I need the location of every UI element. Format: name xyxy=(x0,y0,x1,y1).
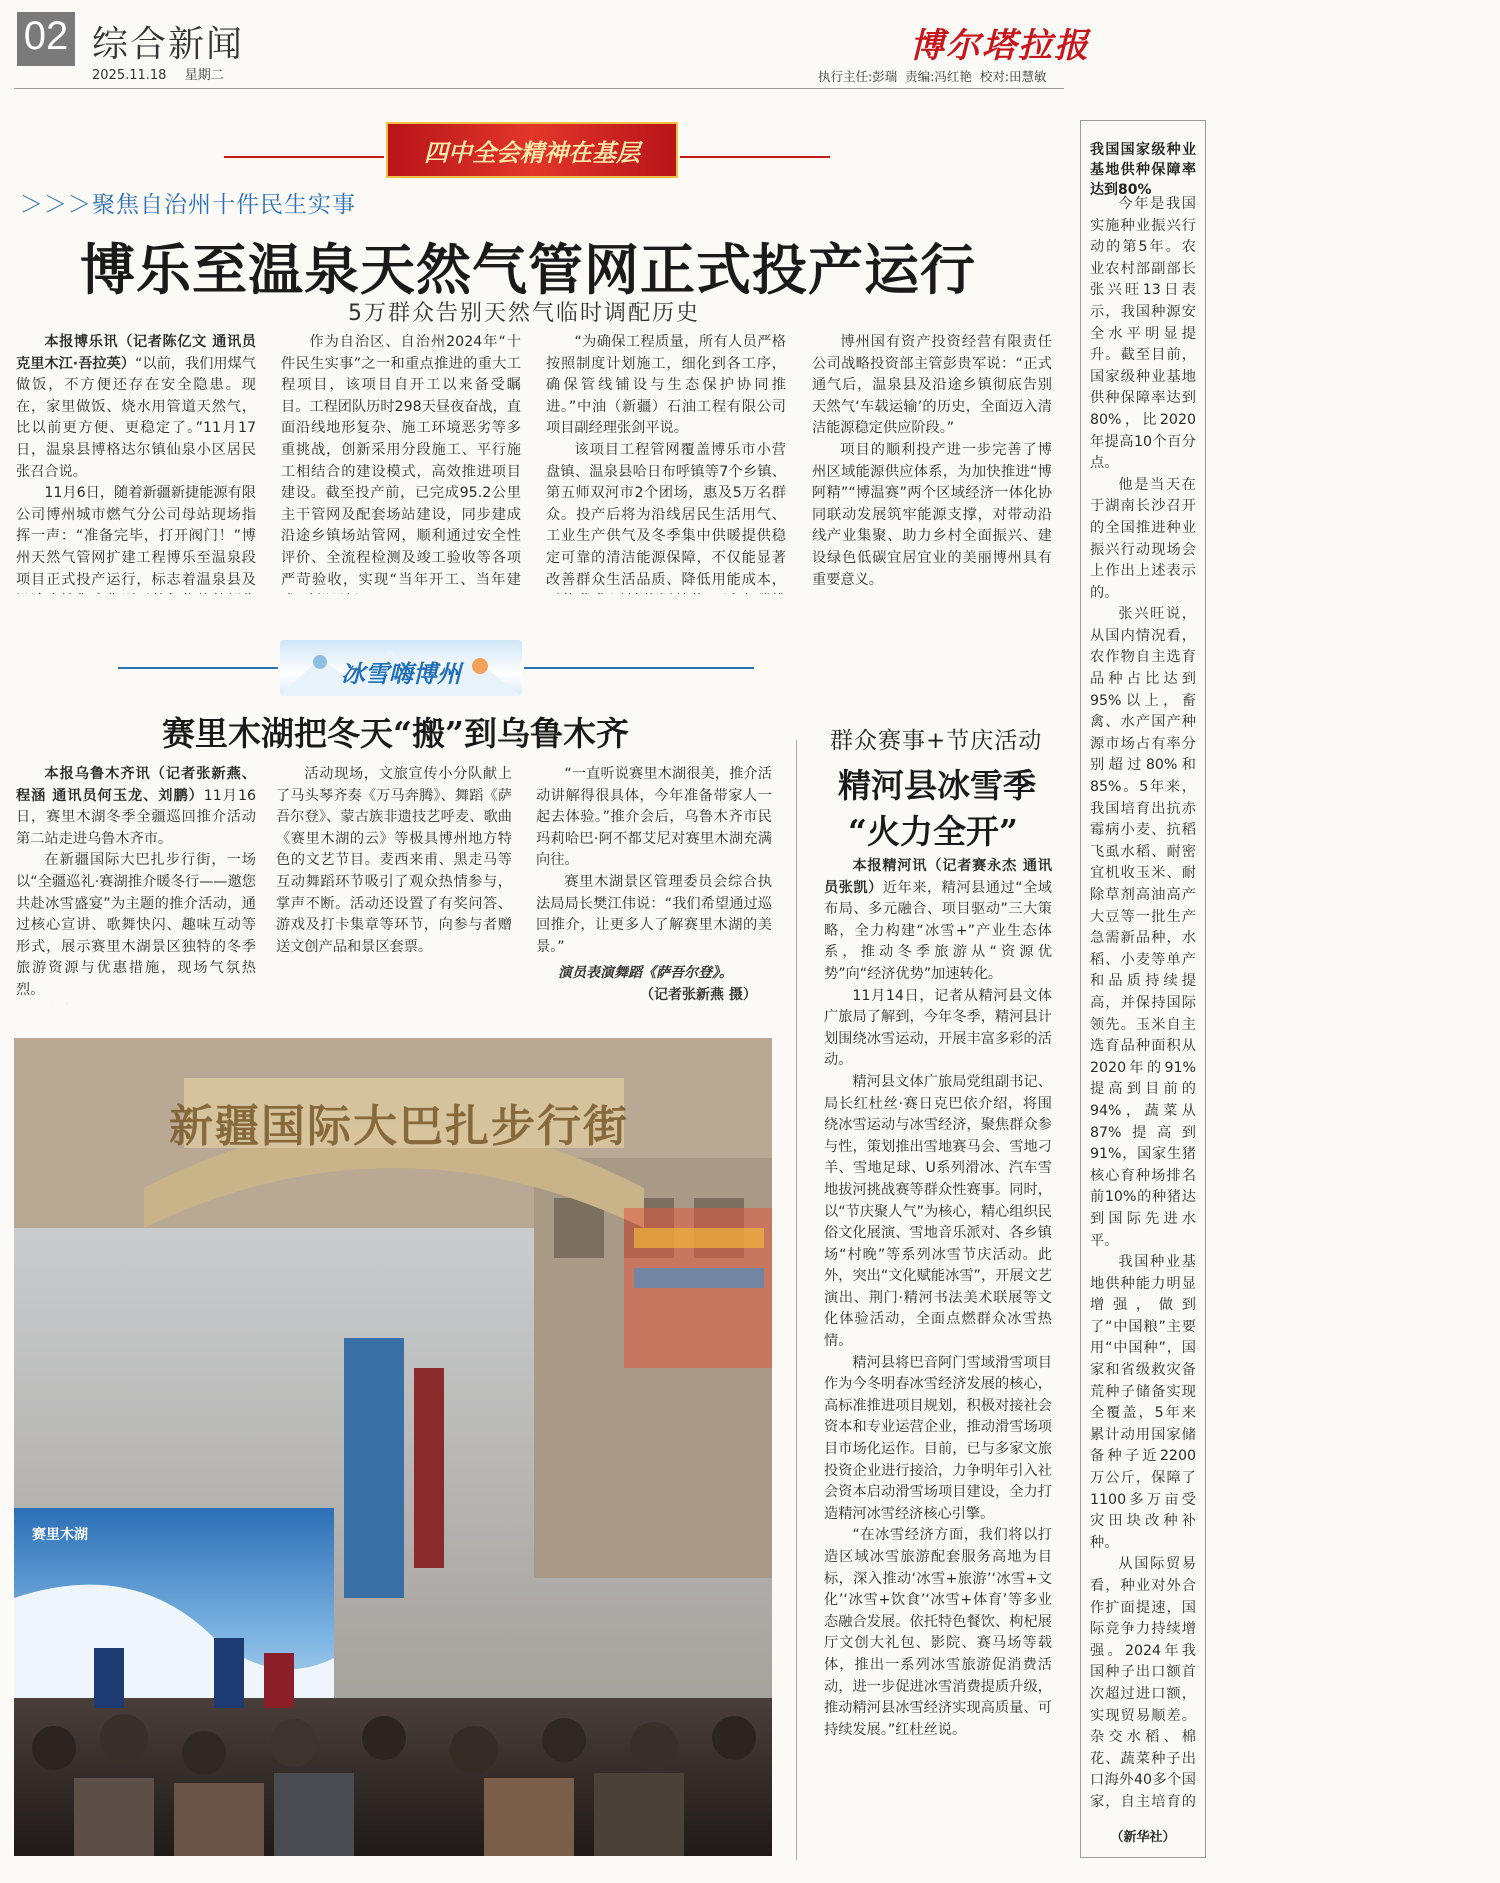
story1-kicker: ＞＞＞聚焦自治州十件民生实事 xyxy=(20,192,356,218)
sidebar-paragraph: 今年是我国实施种业振兴行动的第5年。农业农村部副部长张兴旺13日表示，我国种源安全水平明显提升。截至目前，国家级种业基地供种保障率达到80%，比2020年提高10个百分点。 xyxy=(1090,196,1196,472)
story2-lead xyxy=(16,764,256,850)
sidebar-body xyxy=(1090,194,1196,1814)
story1-subhead: 5万群众告别天然气临时调配历史 xyxy=(348,301,700,326)
date-value: 2025.11.18 xyxy=(92,68,167,83)
story1-p1: “以前，我们用煤气做饭，不方便还存在安全隐患。现在，家里做饭、烧水用管道天然气，比以前更方便、更稳定了。”11月17日，温泉县博格达尔镇仙泉小区居民张召合说。 xyxy=(16,355,256,480)
story3-p3: 精河县文体广旅局党组副书记、局长红杜丝·赛日克巴依介绍，将围绕冰雪运动与冰雪经济，聚焦群众参与性，策划推出雪地赛马会、雪地刁羊、雪地足球、U系列滑冰、汽车雪地拔河挑战赛等群众性赛事。同时，以“节庆聚人气”为核心，精心组织民俗文化展演、雪地音乐派对、各乡镇场“村晚”等系列冰雪节庆活动。此外，突出“文化赋能冰雪”，开展文艺演出、荆门·精河书法美术联展等文化体验活动，全面点燃群众冰雪热情。 xyxy=(824,1073,1052,1350)
story1-p2: 11月6日，随着新疆新捷能源有限公司博州城市燃气分公司母站现场指挥一声：“准备完毕，打开阀门！”博州天然气管网扩建工程博乐至温泉段项目正式投产运行，标志着温泉县及 xyxy=(16,485,256,588)
sidebar-paragraph: 从国际贸易看，种业对外合作扩面提速，国际竞争力持续增强。2024年我国种子出口额首次超过进口额，实现贸易顺差。杂交水稻、棉花、蔬菜种子出口海外40多个国家，自主培育的 xyxy=(1090,1556,1196,1810)
story1-col3 xyxy=(546,332,786,594)
masthead-rule xyxy=(14,88,1064,89)
story2-p1: 11月16日，赛里木湖冬季全疆巡回推介活动第二站走进乌鲁木齐市。 xyxy=(16,787,256,847)
story2-p3 xyxy=(16,1002,256,1004)
story3-p2: 11月14日，记者从精河县文体广旅局了解到，今年冬季，精河县计划围绕冰雪运动，开展丰富多彩的活动。 xyxy=(824,987,1052,1069)
sidebar-source: （新华社） xyxy=(1110,1830,1176,1845)
story3-lead xyxy=(824,856,1052,986)
page-number: 02 xyxy=(23,14,69,58)
story2-p5: “一直听说赛里木湖很美，推介活动讲解得很具体，今年准备带家人一起去体验。”推介会后，乌鲁木齐市民玛莉哈巴·阿不都艾尼对赛里木湖充满向往。 xyxy=(536,766,772,869)
sidebar-headline: 我国国家级种业基地供种保障率达到80% xyxy=(1090,142,1196,198)
story1-headline: 博乐至温泉天然气管网正式投产运行 xyxy=(80,237,977,302)
photo-caption: 演员表演舞蹈《萨吾尔登》。 xyxy=(558,965,733,981)
story1-lead xyxy=(16,332,256,483)
story1-p4: 作为自治区、自治州2024年“十件民生实事”之一和重点推进的重大工程项目，该项目自开工以来备受瞩目。工程团队历时298天昼夜奋战，直面沿线地形复杂、施工环境恶劣等多重挑战，创新采用分段施工、平行施工相结合的建设模式，高效推进项目建设。截至投产前，已完成95.2公里主干管网及配套场站建设，同步建成沿途乡镇场站管网，顺利通过安全性评价、全流程检测及竣工验收等各项严苛验收，实现“当年开工、当年建 xyxy=(281,334,521,588)
story2-p4: 活动现场，文旅宣传小分队献上了马头琴齐奏《万马奔腾》、舞蹈《萨吾尔登》、蒙古族非遗技艺呼麦、歌曲《赛里木湖的云》等极具博州地方特色的文艺节目。麦西来甫、黑走马等互动舞蹈环节吸引了观众热情参与，掌声不断。活动还设置了有奖问答、游戏及打卡集章等环节，向参与者赠送文创产品和景区套票。 xyxy=(276,766,512,955)
story3-byline: 本报精河讯（记者赛永杰 通讯员张凯） xyxy=(824,858,1052,896)
event-photo xyxy=(14,1038,772,1856)
story1-p6: 该项目工程管网覆盖博乐市小营盘镇、温泉县哈日布呼镇等7个乡镇、第五师双河市2个团场，惠及5万名群众。投产后将为沿线居民生活用气、工业生产供气及冬季集中供暖提供稳定可靠的清洁能源保障，不仅能显著改善群众生活品质、降低用能成本， xyxy=(546,441,786,588)
story1-col1 xyxy=(16,332,256,594)
story1-p5: “为确保工程质量，所有人员严格按照制度计划施工，细化到各工序，确保管线铺设与生态保护协同推进。”中油（新疆）石油工程有限公司项目副经理张剑平说。 xyxy=(546,334,786,437)
snow-banner-rule-right xyxy=(524,667,754,669)
story2-p2: 在新疆国际大巴扎步行街，一场以“全疆巡礼·赛湖推介暖冬行——邀您共赴冰雪盛宴”为主题的推介活动，通过核心宣讲、歌舞快闪、趣味互动等形式，展示赛里木湖景区独特的冬季旅游资源与优惠措施，现场气氛热烈。 xyxy=(16,852,256,998)
story3-kicker: 群众赛事+节庆活动 xyxy=(830,728,1043,754)
story3-divider xyxy=(796,740,797,1860)
story1-col4 xyxy=(812,332,1052,594)
story3-body xyxy=(824,856,1052,1850)
paper-logo: 博尔塔拉报 xyxy=(910,26,1090,66)
story3-headline-line2: “火力全开” xyxy=(848,812,1018,851)
snow-banner-rule-left xyxy=(118,667,278,669)
theme-banner-text: 四中全会精神在基层 xyxy=(424,138,640,167)
banner-rule-right xyxy=(680,156,830,158)
issue-date xyxy=(92,64,224,83)
story2-col1 xyxy=(16,764,256,1004)
photo-credit: （记者张新燕 摄） xyxy=(640,987,757,1003)
section-title: 综合新闻 xyxy=(92,24,245,65)
banner-rule-left xyxy=(224,156,384,158)
story3-p4: 精河县将巴音阿门雪域滑雪项目作为今冬明春冰雪经济发展的核心，高标准推进项目规划，积极对接社会资本和专业运营企业，推动滑雪场项目市场化运作。目前，已与多家文旅投资企业进行接洽，力争明年引入社会资本启动滑雪场项目建设，全力打造精河冰雪经济核心引擎。 xyxy=(824,1354,1052,1522)
photo-screen-text: 赛里木湖 xyxy=(32,1527,88,1543)
story1-p7: 博州国有资产投资经营有限责任公司战略投资部主管彭贵军说：“正式通气后，温泉县及沿途乡镇彻底告别天然气‘车载运输’的历史，全面迈入清洁能源稳定供应阶段。” xyxy=(812,334,1052,437)
weekday: 星期二 xyxy=(184,68,224,83)
story3-headline-line1: 精河县冰雪季 xyxy=(838,766,1036,805)
sidebar-paragraph: 我国种业基地供种能力明显增强，做到了“中国粮”主要用“中国种”，国家和省级救灾备荒种子储备实现全覆盖，5年来累计动用国家储备种子近2200万公斤，保障了1100多万亩受灾田块改种补种。 xyxy=(1090,1254,1196,1551)
story3-p5: “在冰雪经济方面，我们将以打造区域冰雪旅游配套服务高地为目标，深入推动‘冰雪+旅游’‘冰雪+文化’‘冰雪+饮食’‘冰雪+体育’等多业态融合发展。依托特色餐饮、枸杞展厅文创大礼包、影院、赛马场等载体，推出一系列冰雪旅游促消费活动，进一步促进冰雪消费提质升级，推动精河县冰雪经济实现高质量、可持续发展。”红杜丝说。 xyxy=(824,1527,1052,1738)
story2-headline: 赛里木湖把冬天“搬”到乌鲁木齐 xyxy=(162,714,629,753)
sidebar-paragraph: 张兴旺说，从国内情况看，农作物自主选育品种占比达到95%以上，畜禽、水产国产种源市场占有率分别超过80%和85%。5年来，我国培育出抗赤霉病小麦、抗稻飞虱水稻、耐密宜机收玉米、耐除草剂高油高产大豆等一批生产急需新品种，水稻、小麦等单产和品质持续提高，并保持国际领先。玉米自主选育品种面积从2020年的91%提高到目前的94%，蔬菜从87%提高到91%，国家生猪核心育种场排名前10%的种猪达到国际先进水平。 xyxy=(1090,606,1196,1249)
story1-p8: 项目的顺利投产进一步完善了博州区域能源供应体系，为加快推进“博阿精”“博温赛”两个区域经济一体化协同联动发展筑牢能源支撑，对带动沿线产业集聚、助力乡村全面振兴、建设绿色低碳宜居宜业的美丽博州具有重要意义。 xyxy=(812,441,1052,588)
story3-p1: 近年来，精河县通过“全域布局、多元融合、项目驱动”三大策略，全力构建“冰雪+”产业生态体系，推动冬季旅游从“资源优势”向“经济优势”加速转化。 xyxy=(824,879,1052,982)
story2-p6: 赛里木湖景区管理委员会综合执法局局长樊江伟说：“我们希望通过巡回推介，让更多人了解赛里木湖的美景。” xyxy=(536,873,772,955)
sidebar-paragraph: 他是当天在于湖南长沙召开的全国推进种业振兴行动现场会上作出上述表示的。 xyxy=(1090,476,1196,601)
story2-col2 xyxy=(276,764,512,1004)
editors-line: 执行主任:彭瑞 责编:冯红艳 校对:田慧敏 xyxy=(818,69,1047,84)
story1-byline: 本报博乐讯（记者陈亿文 通讯员克里木江·吾拉英） xyxy=(16,334,256,372)
photo-sign-text: 新疆国际大巴扎步行街 xyxy=(169,1101,629,1152)
street-scene-graphic xyxy=(14,1038,772,1856)
story2-col3 xyxy=(536,764,772,958)
story2-byline: 本报乌鲁木齐讯（记者张新燕、程涵 通讯员何玉龙、刘鹏） xyxy=(16,766,256,804)
story1-col2 xyxy=(281,332,521,594)
snow-banner-text: 冰雪嗨博州 xyxy=(341,659,461,688)
